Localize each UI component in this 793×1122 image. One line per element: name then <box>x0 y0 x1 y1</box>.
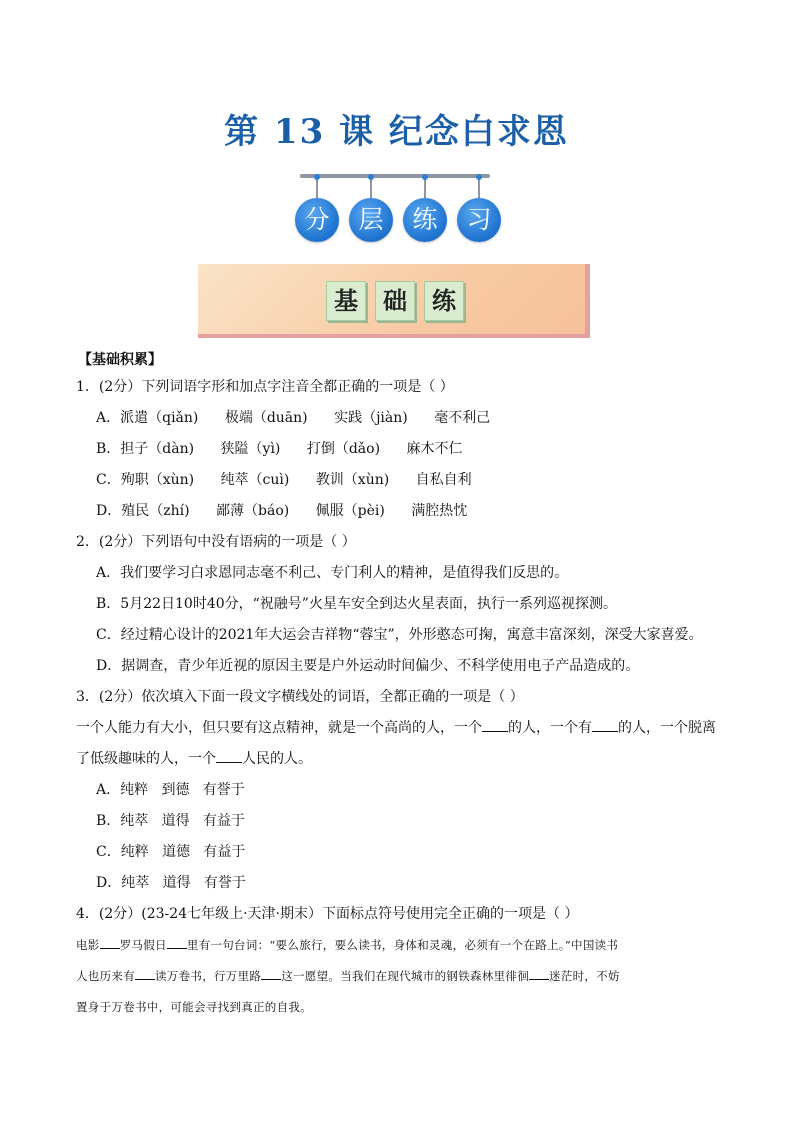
q1-option-b: B．担子（dàn) 狭隘（yì) 打倒（dǎo) 麻木不仁 <box>96 441 463 457</box>
banner-tile-3: 练 <box>424 281 464 321</box>
q4-passage: 电影 罗马假日 里有一句台词：“要么旅行，要么读书，身体和灵魂，必须有一个在路上。”中国读书 人也历来有 读万卷书，行万里路 这一愿望。当我们在现代城市的钢铁森林里徘徊 迷茫时，不妨 置身于万卷书中，可能会寻找到真正的自我。 <box>76 938 620 1014</box>
q2-stem: 2．(2分）下列语句中没有语病的一项是（ ） <box>76 534 356 550</box>
blank <box>135 968 155 980</box>
q3-option-b: B．纯萃 道得 有益于 <box>96 813 245 829</box>
banner-tile-1: 基 <box>326 281 366 321</box>
q3-option-d: D．纯萃 道得 有誉于 <box>96 875 246 891</box>
q1-option-d: D．殖民（zhí) 鄙薄（báo) 佩服（pèi) 满腔热忱 <box>96 503 468 519</box>
ribbon-ball-3: 练 <box>403 198 447 242</box>
section-banner <box>198 264 590 338</box>
blank <box>592 717 618 732</box>
q3-option-c: C．纯粹 道德 有益于 <box>96 844 246 860</box>
q3-passage: 一个人能力有大小，但只要有这点精神，就是一个高尚的人，一个 的人，一个有 的人，一个脱离 了低级趣味的人，一个 人民的人。 <box>76 713 726 775</box>
q2-option-a: A．我们要学习白求恩同志毫不利己、专门利人的精神，是值得我们反思的。 <box>96 565 569 581</box>
ribbon-ball-1: 分 <box>295 198 339 242</box>
q2-option-c: C．经过精心设计的2021年大运会吉祥物“蓉宝”，外形憨态可掬，寓意丰富深刻，深受大家喜爱。 <box>96 627 703 643</box>
q1-option-c: C．殉职（xùn) 纯萃（cuì) 教训（xùn) 自私自利 <box>96 472 472 488</box>
banner-tile-2: 础 <box>375 281 415 321</box>
q2-option-d: D．据调查，青少年近视的原因主要是户外运动时间偏少、不科学使用电子产品造成的。 <box>96 658 640 674</box>
section-heading: 【基础积累】 <box>78 352 162 368</box>
ribbon-bar <box>300 174 490 178</box>
q3-option-a: A．纯粹 到德 有誉于 <box>96 782 245 798</box>
page-title: 第 13 课 纪念白求恩 <box>224 112 569 152</box>
q1-option-a: A．派遣（qiǎn) 极端（duān) 实践（jiàn) 毫不利己 <box>96 410 491 426</box>
blank <box>100 937 120 949</box>
ribbon-decoration <box>290 170 500 250</box>
blank <box>529 968 549 980</box>
q1-stem: 1．(2分）下列词语字形和加点字注音全都正确的一项是（ ） <box>76 379 454 395</box>
blank <box>216 748 242 763</box>
ribbon-ball-4: 习 <box>457 198 501 242</box>
blank <box>261 968 281 980</box>
blank <box>482 717 508 732</box>
q4-stem: 4．(2分）(23-24七年级上·天津·期末）下面标点符号使用完全正确的一项是（ ） <box>76 906 579 922</box>
q3-stem: 3．(2分）依次填入下面一段文字横线处的词语，全都正确的一项是（ ） <box>76 689 524 705</box>
blank <box>167 937 187 949</box>
q2-option-b: B．5月22日10时40分，“祝融号”火星车安全到达火星表面，执行一系列巡视探测。 <box>96 596 617 612</box>
question-content <box>76 348 726 1023</box>
ribbon-ball-2: 层 <box>349 198 393 242</box>
